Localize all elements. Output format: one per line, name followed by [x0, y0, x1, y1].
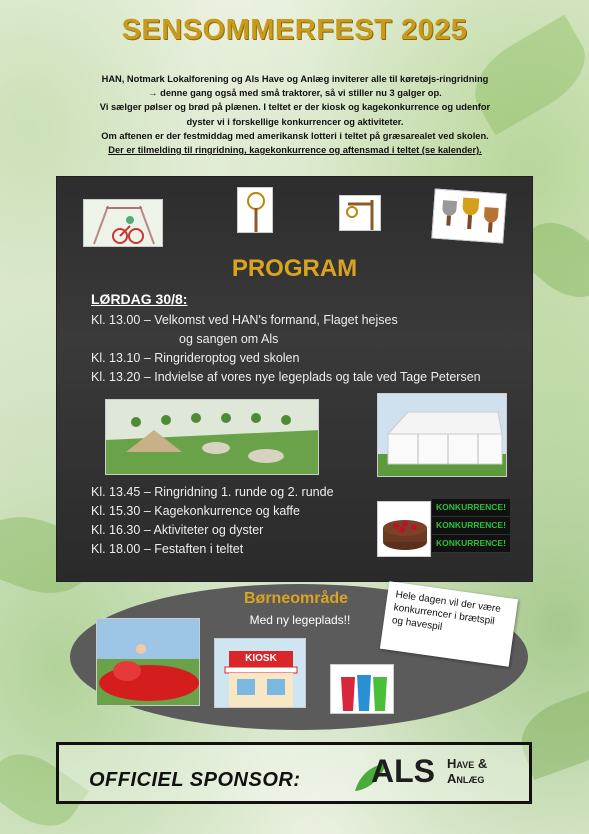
page-title: SENSOMMERFEST 2025	[121, 14, 468, 46]
cake-icon	[378, 502, 431, 557]
konkurrence-label: KONKURRENCE!	[432, 517, 510, 535]
konkurrence-label: KONKURRENCE!	[432, 499, 510, 517]
program-title: PROGRAM	[231, 255, 358, 282]
gallows-image	[339, 195, 381, 231]
sponsor-label: OFFICIEL SPONSOR:	[89, 769, 301, 791]
program-day: LØRDAG 30/8:	[91, 291, 188, 307]
playground-rendering-image	[105, 399, 319, 475]
kids-note: Hele dagen vil der være konkurrencer i brætspil og havespil	[380, 581, 518, 666]
schedule-item: Kl. 18.00 – Festaften i teltet	[91, 542, 244, 556]
trophy-icon	[432, 190, 506, 244]
logo-main-text: ALS	[371, 753, 435, 789]
schedule-item: Kl. 13.00 – Velkomst ved HAN's formand, Flaget hejses	[91, 313, 398, 327]
slush-drinks-image	[330, 664, 394, 714]
kids-area-title: Børneområde	[243, 590, 349, 607]
tent-icon	[378, 394, 507, 477]
bouncy-castle-image	[96, 618, 200, 706]
schedule-item: Kl. 13.10 – Ringrideroptog ved skolen	[91, 351, 300, 365]
schedule-item: Kl. 15.30 – Kagekonkurrence og kaffe	[91, 504, 300, 518]
intro-text	[40, 72, 550, 157]
swing-bike-image	[83, 199, 163, 247]
schedule-item: og sangen om Als	[179, 332, 279, 346]
schedule-item: Kl. 13.20 – Indvielse af vores nye legeplads og tale ved Tage Petersen	[91, 370, 481, 384]
kiosk-sign: KIOSK	[245, 653, 277, 664]
program-panel	[56, 176, 533, 582]
gallows-icon	[340, 196, 381, 231]
cake-image	[377, 501, 431, 557]
logo-sub-line: Anlæg	[447, 771, 485, 786]
intro-line: Om aftenen er der festmiddag med amerikansk lotteri i teltet på græsarealet ved skolen.	[101, 130, 489, 141]
intro-line: → denne gang også med små traktorer, så vi stiller nu 3 galger op.	[148, 88, 442, 99]
trophies-image	[431, 189, 506, 244]
logo-sub-line: Have &	[447, 756, 488, 771]
schedule-item: Kl. 13.45 – Ringridning 1. runde og 2. runde	[91, 485, 334, 499]
schedule-top	[91, 311, 481, 387]
intro-line: Vi sælger pølser og brød på plænen. I teltet er der kiosk og kagekonkurrence og udenfor	[99, 102, 491, 113]
konkurrence-badge	[432, 499, 510, 553]
ring-pole-icon	[238, 188, 273, 233]
intro-registration-line: Der er tilmelding til ringridning, kagekonkurrence og aftensmad i teltet (se kalender).	[108, 145, 482, 156]
drinks-icon	[331, 665, 394, 714]
konkurrence-label: KONKURRENCE!	[432, 535, 510, 553]
swing-bike-icon	[84, 200, 163, 247]
sponsor-logo	[351, 751, 521, 797]
sponsor-box	[56, 742, 532, 804]
playground-icon	[106, 400, 319, 475]
logo-sub-text	[447, 756, 487, 786]
intro-line: HAN, Notmark Lokalforening og Als Have og Anlæg inviterer alle til køretøjs-ringridning	[101, 74, 489, 84]
kiosk-icon	[215, 639, 306, 708]
schedule-bottom	[91, 483, 334, 559]
kiosk-image	[214, 638, 306, 708]
bouncy-castle-icon	[97, 619, 200, 706]
party-tent-image	[377, 393, 507, 477]
kids-area-subtitle: Med ny legeplads!!	[249, 613, 351, 627]
ring-trophy-image	[237, 187, 273, 233]
intro-line: dyster vi i forskellige konkurrencer og aktiviteter.	[186, 116, 404, 127]
schedule-item: Kl. 16.30 – Aktiviteter og dyster	[91, 523, 264, 537]
